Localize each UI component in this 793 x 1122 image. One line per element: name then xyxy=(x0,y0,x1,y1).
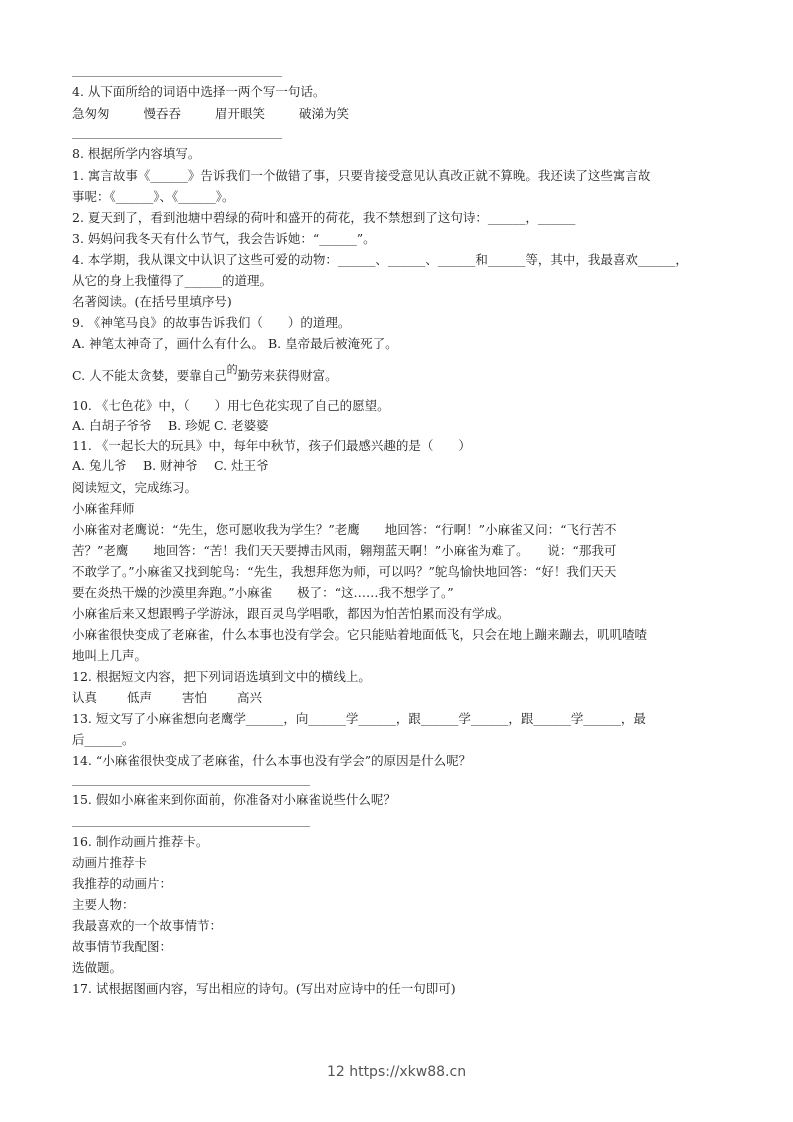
word: 慢吞吞 xyxy=(143,106,182,121)
passage-line: 苦？”老鹰 地回答：“苦！我们天天要搏击风雨，翱翔蓝天啊！”小麻雀为难了。 说：“那我可 xyxy=(72,543,617,558)
answer-line xyxy=(72,785,310,786)
word: 眉开眼笑 xyxy=(215,106,266,121)
q11-options: A. 兔儿爷 B. 财神爷 C. 灶王爷 xyxy=(72,458,269,473)
card-field: 我推荐的动画片： xyxy=(72,876,173,891)
word: 破涕为笑 xyxy=(299,106,350,121)
q8-item: 1. 寓言故事《______》告诉我们一个做错了事，只要肯接受意见认真改正就不算晚。我还读了这些寓言故 xyxy=(72,168,651,183)
page-footer: 12 https://xkw88.cn xyxy=(326,1064,467,1080)
q4-prompt: 4. 从下面所给的词语中选择一两个写一句话。 xyxy=(72,84,326,99)
word: 害怕 xyxy=(182,690,208,705)
passage-line: 小麻雀后来又想跟鸭子学游泳，跟百灵鸟学唱歌，都因为怕苦怕累而没有学成。 xyxy=(72,606,510,621)
word: 认真 xyxy=(72,690,98,705)
q8-item: 4. 本学期，我从课文中认识了这些可爱的动物：______、______、______和______等，其中，我最喜欢______， xyxy=(72,252,688,267)
q10-options: A. 白胡子爷爷 B. 珍妮 C. 老婆婆 xyxy=(72,418,269,433)
q9-prompt: 9. 《神笔马良》的故事告诉我们（ ）的道理。 xyxy=(72,315,351,330)
answer-line xyxy=(72,138,282,139)
q15-prompt: 15. 假如小麻雀来到你面前，你准备对小麻雀说些什么呢？ xyxy=(72,792,396,807)
q8-prompt: 8. 根据所学内容填写。 xyxy=(72,146,201,161)
q8-item: 事呢：《______》、《______》。 xyxy=(72,189,235,204)
card-field: 主要人物： xyxy=(72,897,135,912)
classics-heading: 名著阅读。(在括号里填序号) xyxy=(72,294,232,309)
passage-line: 地叫上几声。 xyxy=(72,648,148,663)
passage-line: 不敢学了。”小麻雀又找到鸵鸟：“先生，我想拜您为师，可以吗？”鸵鸟愉快地回答：“好！我们天天 xyxy=(72,564,617,579)
word: 低声 xyxy=(127,690,153,705)
optional-heading: 选做题。 xyxy=(72,960,123,975)
reading-title: 小麻雀拜师 xyxy=(72,501,135,516)
card-field: 我最喜欢的一个故事情节： xyxy=(72,918,223,933)
q11-prompt: 11. 《一起长大的玩具》中，每年中秋节，孩子们最感兴趣的是（ ） xyxy=(72,438,471,453)
q13-line: 13. 短文写了小麻雀想向老鹰学______，向______学______，跟______学______，跟______学______，最 xyxy=(72,711,646,726)
passage-line: 小麻雀对老鹰说：“先生，您可愿收我为学生？”老鹰 地回答：“行啊！”小麻雀又问：“飞行苦不 xyxy=(72,522,617,537)
card-title: 动画片推荐卡 xyxy=(72,855,148,870)
passage-line: 要在炎热干燥的沙漠里奔跑。”小麻雀 极了：“这……我不想学了。” xyxy=(72,585,454,600)
q12-prompt: 12. 根据短文内容，把下列词语选填到文中的横线上。 xyxy=(72,669,371,684)
q10-prompt: 10. 《七色花》中，（ ）用七色花实现了自己的愿望。 xyxy=(72,398,390,413)
q16-prompt: 16. 制作动画片推荐卡。 xyxy=(72,834,209,849)
word: 高兴 xyxy=(237,690,263,705)
card-field: 故事情节我配图： xyxy=(72,939,173,954)
q13-line: 后______。 xyxy=(72,732,135,747)
q12-word-list xyxy=(72,690,262,706)
q4-word-list xyxy=(72,106,349,122)
q9-options-ab: A. 神笔太神奇了，画什么有什么。 B. 皇帝最后被淹死了。 xyxy=(72,336,398,351)
q8-item: 3. 妈妈问我冬天有什么节气，我会告诉她：“______”。 xyxy=(72,231,376,246)
word: 急匆匆 xyxy=(72,106,110,121)
answer-line xyxy=(72,826,310,827)
answer-line xyxy=(72,76,282,77)
q14-prompt: 14. “小麻雀很快变成了老麻雀，什么本事也没有学会”的原因是什么呢？ xyxy=(72,753,472,768)
passage-line: 小麻雀很快变成了老麻雀，什么本事也没有学会。它只能贴着地面低飞，只会在地上蹦来蹦去，叽叽喳喳 xyxy=(72,627,648,642)
q9-option-c: C. 人不能太贪婪，要靠自己的勤劳来获得财富。 xyxy=(72,363,338,383)
q8-item: 2. 夏天到了，看到池塘中碧绿的荷叶和盛开的荷花，我不禁想到了这句诗：______，______ xyxy=(72,210,576,225)
q8-item: 从它的身上我懂得了______的道理。 xyxy=(72,273,273,288)
q17-prompt: 17. 试根据图画内容，写出相应的诗句。(写出对应诗中的任一句即可) xyxy=(72,981,456,996)
reading-heading: 阅读短文，完成练习。 xyxy=(72,480,198,495)
